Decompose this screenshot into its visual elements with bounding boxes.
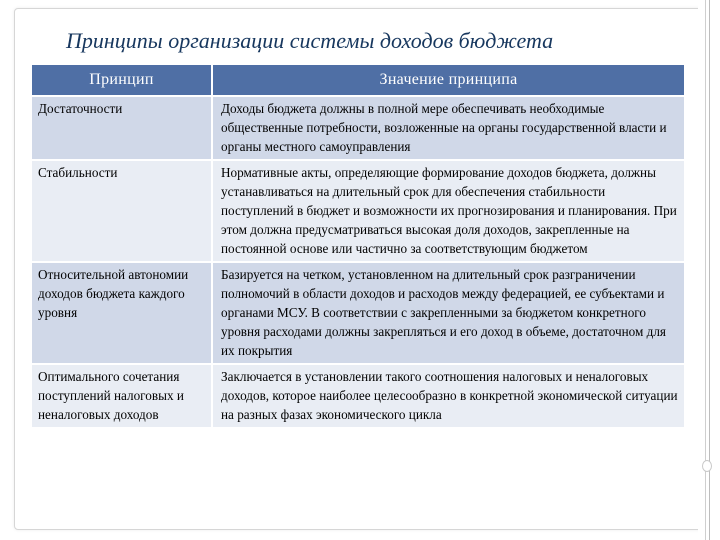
table-row bbox=[32, 364, 684, 427]
table-row bbox=[32, 160, 684, 262]
principle-cell: Достаточности bbox=[32, 96, 212, 160]
principle-cell: Относительной автономии доходов бюджета каждого уровня bbox=[32, 262, 212, 364]
table-row bbox=[32, 262, 684, 364]
principles-table bbox=[32, 65, 684, 427]
edge-line-inner bbox=[705, 0, 706, 540]
principle-cell: Оптимального сочетания поступлений налоговых и неналоговых доходов bbox=[32, 364, 212, 427]
column-header-principle: Принцип bbox=[32, 65, 212, 96]
table-row bbox=[32, 96, 684, 160]
meaning-cell: Базируется на четком, установленном на длительный срок разграничении полномочий в области доходов и расходов между федерацией, ее субъектами и органами МСУ. В соответствии с закрепленными за бюджетом конкретного уровня расходами должны закрепляться и его доход в объеме, достаточном для их покрытия bbox=[212, 262, 684, 364]
table-header-row bbox=[32, 65, 684, 96]
meaning-cell: Заключается в установлении такого соотношения налоговых и неналоговых доходов, которое наиболее целесообразно в конкретной экономической ситуации на разных фазах экономического цикла bbox=[212, 364, 684, 427]
slide-title: Принципы организации системы доходов бюджета bbox=[66, 28, 554, 53]
meaning-cell: Доходы бюджета должны в полной мере обеспечивать необходимые общественные потребности, возложенные на органы государственной власти и органы местного самоуправления bbox=[212, 96, 684, 160]
column-header-meaning: Значение принципа bbox=[212, 65, 684, 96]
edge-ring-icon bbox=[702, 460, 712, 472]
meaning-cell: Нормативные акты, определяющие формирование доходов бюджета, должны устанавливаться на длительный срок для обеспечения стабильности поступлений в бюджет и возможности их прогнозирования и планирования. При этом должна предусматриваться высокая доля доходов, закрепленные на постоянной основе или частично за соответствующим бюджетом bbox=[212, 160, 684, 262]
edge-line-outer bbox=[709, 0, 710, 540]
principle-cell: Стабильности bbox=[32, 160, 212, 262]
slide-edge-decoration bbox=[698, 0, 720, 540]
